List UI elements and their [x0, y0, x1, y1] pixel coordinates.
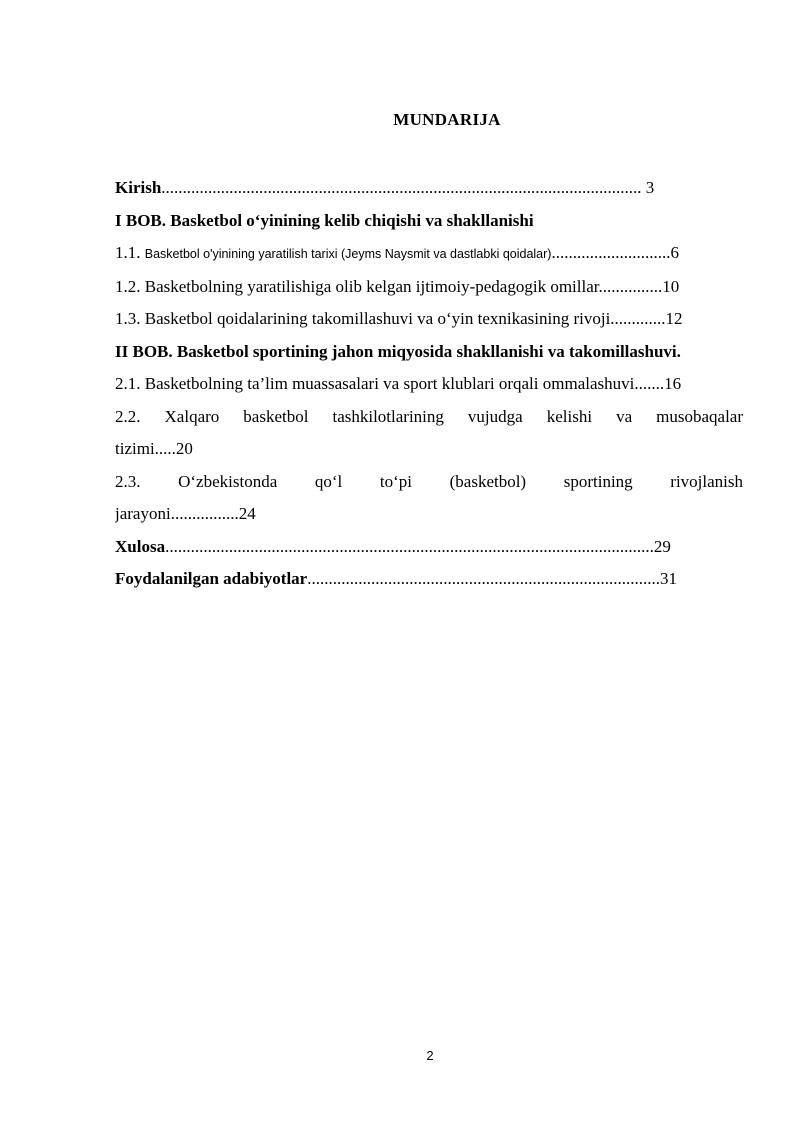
toc-page-number: 6 [670, 243, 679, 262]
toc-dot-leader: ............................ [551, 243, 671, 262]
toc-chapter-1-heading: I BOB. Basketbol o‘yinining kelib chiqishi va shakllanishi [115, 210, 534, 230]
toc-entry-2-1: 2.1. Basketbolning ta’lim muassasalari va sport klublari orqali ommalashuvi.......16 [115, 374, 682, 393]
toc-entry-2-3-line-1: 2.3. O‘zbekistonda qo‘l to‘pi (basketbol) sportining rivojlanish [115, 471, 743, 491]
toc-dot-leader: ................................................................................................................. [161, 178, 642, 197]
toc-entry-number: 1.1. [115, 243, 145, 262]
toc-entry-kirish [115, 172, 743, 205]
toc-entry-label: Kirish [115, 178, 162, 197]
toc-chapter-2-heading: II BOB. Basketbol sportining jahon miqyosida shakllanishi va takomillashuvi. [115, 341, 681, 361]
toc-page-number: 3 [641, 178, 655, 197]
toc-entry-1-1 [115, 237, 743, 271]
toc-entry-2-3-line-2: jarayoni................24 [115, 504, 256, 523]
toc-dot-leader: ................................................................................... [307, 569, 660, 588]
toc-entry-label: Basketbol o'yinining yaratilish tarixi (Jeyms Naysmit va dastlabki qoidalar) [144, 247, 552, 261]
toc-entry-adabiyotlar [115, 563, 743, 596]
toc-entry-1-3: 1.3. Basketbol qoidalarining takomillashuvi va o‘yin texnikasining rivoji.............12 [115, 309, 683, 328]
toc-entry-1-2: 1.2. Basketbolning yaratilishiga olib kelgan ijtimoiy-pedagogik omillar...............10 [115, 276, 680, 296]
toc-dot-leader: ................................................................................................................... [165, 536, 654, 556]
toc-entry-2-2-line-1: 2.2. Xalqaro basketbol tashkilotlarining vujudga kelishi va musobaqalar [115, 406, 743, 426]
toc-page-number: 31 [659, 569, 677, 588]
page-number: 2 [426, 1048, 434, 1063]
table-of-contents [115, 172, 743, 596]
toc-entry-label: Xulosa [115, 536, 166, 556]
toc-entry-2-2-line-2: tizimi.....20 [115, 439, 193, 458]
toc-entry-label: Foydalanilgan adabiyotlar [115, 569, 308, 588]
page-title: MUNDARIJA [393, 110, 501, 129]
toc-page-number: 29 [653, 536, 671, 556]
toc-entry-xulosa [115, 531, 743, 564]
